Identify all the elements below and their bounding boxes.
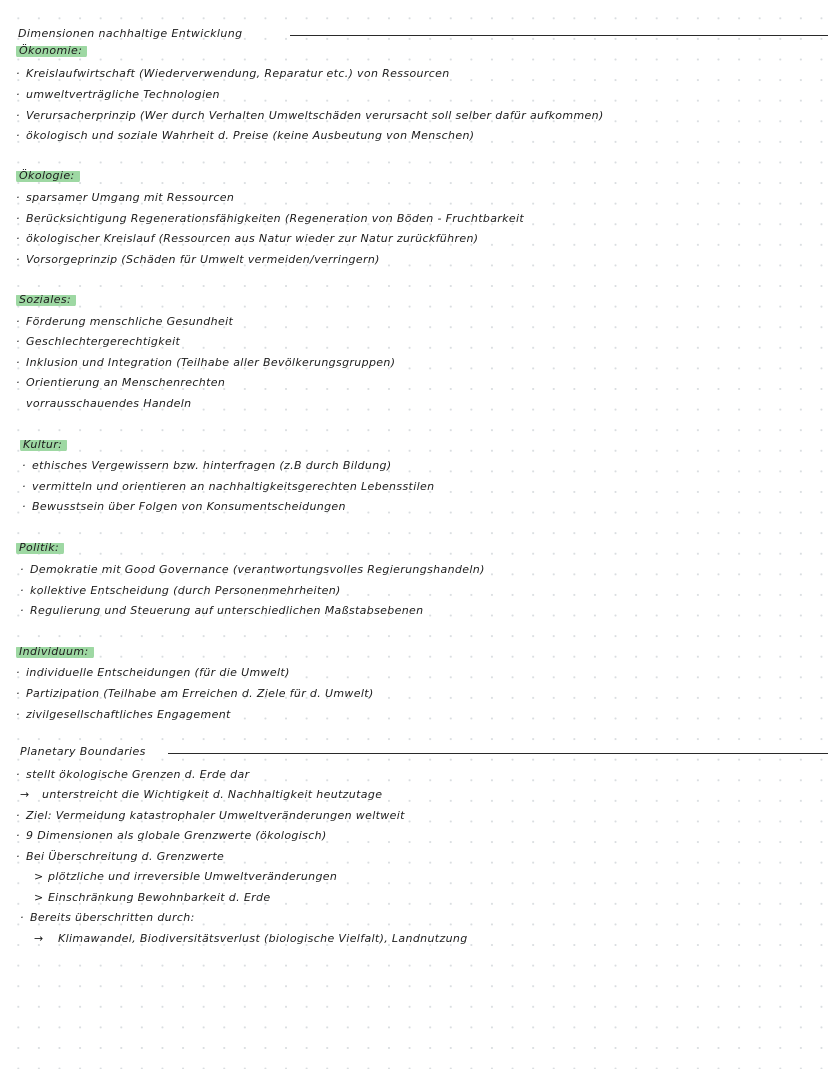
bullet: · <box>22 459 26 472</box>
item-text: unterstreicht die Wichtigkeit d. Nachhaltigkeit heutzutage <box>42 788 383 801</box>
item-text: plötzliche und irreversible Umweltveränderungen <box>48 870 338 883</box>
item-text: Demokratie mit Good Governance (verantwortungsvolles Regierungshandeln) <box>30 563 485 576</box>
list-item <box>16 126 474 146</box>
bullet: · <box>16 809 20 822</box>
arrow-icon: → <box>34 932 44 945</box>
item-text: Bei Überschreitung d. Grenzwerte <box>26 850 225 863</box>
section-heading-individuum: Individuum: <box>16 645 94 659</box>
bullet: > <box>34 870 44 883</box>
item-text: Bewusstsein über Folgen von Konsumentscheidungen <box>32 500 346 513</box>
section-heading-soziales: Soziales: <box>16 293 76 307</box>
list-item <box>16 826 327 846</box>
bullet: · <box>20 563 24 576</box>
planetary-rule <box>168 753 828 754</box>
item-text: ethisches Vergewissern bzw. hinterfragen (z.B durch Bildung) <box>32 459 392 472</box>
item-text: Klimawandel, Biodiversitätsverlust (biologische Vielfalt), Landnutzung <box>58 932 468 945</box>
list-item <box>16 847 224 867</box>
bullet: · <box>16 109 20 122</box>
item-text: kollektive Entscheidung (durch Personenmehrheiten) <box>30 584 341 597</box>
item-text: Einschränkung Bewohnbarkeit d. Erde <box>48 891 271 904</box>
item-text: Partizipation (Teilhabe am Erreichen d. Ziele für d. Umwelt) <box>26 687 374 700</box>
list-item <box>16 806 405 826</box>
bullet: · <box>22 480 26 493</box>
list-item <box>16 394 191 414</box>
bullet: · <box>22 500 26 513</box>
title-rule <box>290 35 828 36</box>
arrow-icon: → <box>20 788 30 801</box>
bullet: · <box>16 768 20 781</box>
item-text: umweltverträgliche Technologien <box>26 88 220 101</box>
item-text: vorrausschauendes Handeln <box>26 397 192 410</box>
item-text: Ziel: Vermeidung katastrophaler Umweltveränderungen weltweit <box>26 809 405 822</box>
list-item <box>16 312 233 332</box>
bullet: · <box>16 356 20 369</box>
bullet: · <box>16 67 20 80</box>
bullet: · <box>16 232 20 245</box>
bullet: · <box>16 191 20 204</box>
list-item <box>16 250 380 270</box>
page-title: Dimensionen nachhaltige Entwicklung <box>18 27 243 40</box>
list-item <box>34 929 468 949</box>
list-item <box>22 497 346 517</box>
bullet: > <box>34 891 44 904</box>
bullet: · <box>16 850 20 863</box>
list-item <box>16 765 249 785</box>
item-text: individuelle Entscheidungen (für die Umwelt) <box>26 666 290 679</box>
bullet: · <box>16 687 20 700</box>
bullet: · <box>16 129 20 142</box>
list-item <box>16 64 450 84</box>
bullet: · <box>16 88 20 101</box>
list-item <box>22 456 392 476</box>
bullet: · <box>20 911 24 924</box>
item-text: Geschlechtergerechtigkeit <box>26 335 181 348</box>
bullet: · <box>20 584 24 597</box>
section-heading-oekonomie: Ökonomie: <box>16 44 87 58</box>
list-item <box>16 85 220 105</box>
list-item <box>20 581 341 601</box>
item-text: Verursacherprinzip (Wer durch Verhalten Umweltschäden verursacht soll selber dafür aufkommen) <box>26 109 604 122</box>
list-item <box>16 188 234 208</box>
item-text: Inklusion und Integration (Teilhabe aller Bevölkerungsgruppen) <box>26 356 396 369</box>
bullet: · <box>16 212 20 225</box>
list-item <box>16 229 478 249</box>
bullet: · <box>16 829 20 842</box>
list-item <box>20 560 485 580</box>
list-item <box>20 785 382 805</box>
list-item <box>16 209 524 229</box>
list-item <box>22 477 434 497</box>
item-text: ökologischer Kreislauf (Ressourcen aus Natur wieder zur Natur zurückführen) <box>26 232 479 245</box>
planetary-title-row <box>0 742 828 762</box>
item-text: Förderung menschliche Gesundheit <box>26 315 234 328</box>
section-heading-kultur: Kultur: <box>20 438 67 452</box>
item-text: Orientierung an Menschenrechten <box>26 376 226 389</box>
bullet: · <box>16 253 20 266</box>
bullet: · <box>16 708 20 721</box>
bullet: · <box>16 335 20 348</box>
section-heading-oekologie: Ökologie: <box>16 169 80 183</box>
section-heading-politik: Politik: <box>16 541 64 555</box>
list-item <box>20 908 195 928</box>
title-row <box>0 24 828 44</box>
bullet: · <box>16 666 20 679</box>
list-item <box>16 373 225 393</box>
item-text: ökologisch und soziale Wahrheit d. Preise (keine Ausbeutung von Menschen) <box>26 129 475 142</box>
item-text: Bereits überschritten durch: <box>30 911 195 924</box>
bullet: · <box>20 604 24 617</box>
list-item <box>34 888 270 908</box>
planetary-title: Planetary Boundaries <box>20 745 146 758</box>
list-item <box>34 867 337 887</box>
list-item <box>16 684 374 704</box>
list-item <box>16 353 395 373</box>
bullet: · <box>16 315 20 328</box>
list-item <box>20 601 424 621</box>
list-item <box>16 106 604 126</box>
item-text: sparsamer Umgang mit Ressourcen <box>26 191 235 204</box>
item-text: vermitteln und orientieren an nachhaltigkeitsgerechten Lebensstilen <box>32 480 435 493</box>
list-item <box>16 705 231 725</box>
list-item <box>16 332 180 352</box>
bullet: · <box>16 376 20 389</box>
item-text: zivilgesellschaftliches Engagement <box>26 708 231 721</box>
item-text: Regulierung und Steuerung auf unterschiedlichen Maßstabsebenen <box>30 604 424 617</box>
item-text: Kreislaufwirtschaft (Wiederverwendung, Reparatur etc.) von Ressourcen <box>26 67 450 80</box>
item-text: Berücksichtigung Regenerationsfähigkeiten (Regeneration von Böden - Fruchtbarkeit <box>26 212 525 225</box>
list-item <box>16 663 290 683</box>
item-text: 9 Dimensionen als globale Grenzwerte (ökologisch) <box>26 829 327 842</box>
item-text: Vorsorgeprinzip (Schäden für Umwelt vermeiden/verringern) <box>26 253 380 266</box>
item-text: stellt ökologische Grenzen d. Erde dar <box>26 768 250 781</box>
